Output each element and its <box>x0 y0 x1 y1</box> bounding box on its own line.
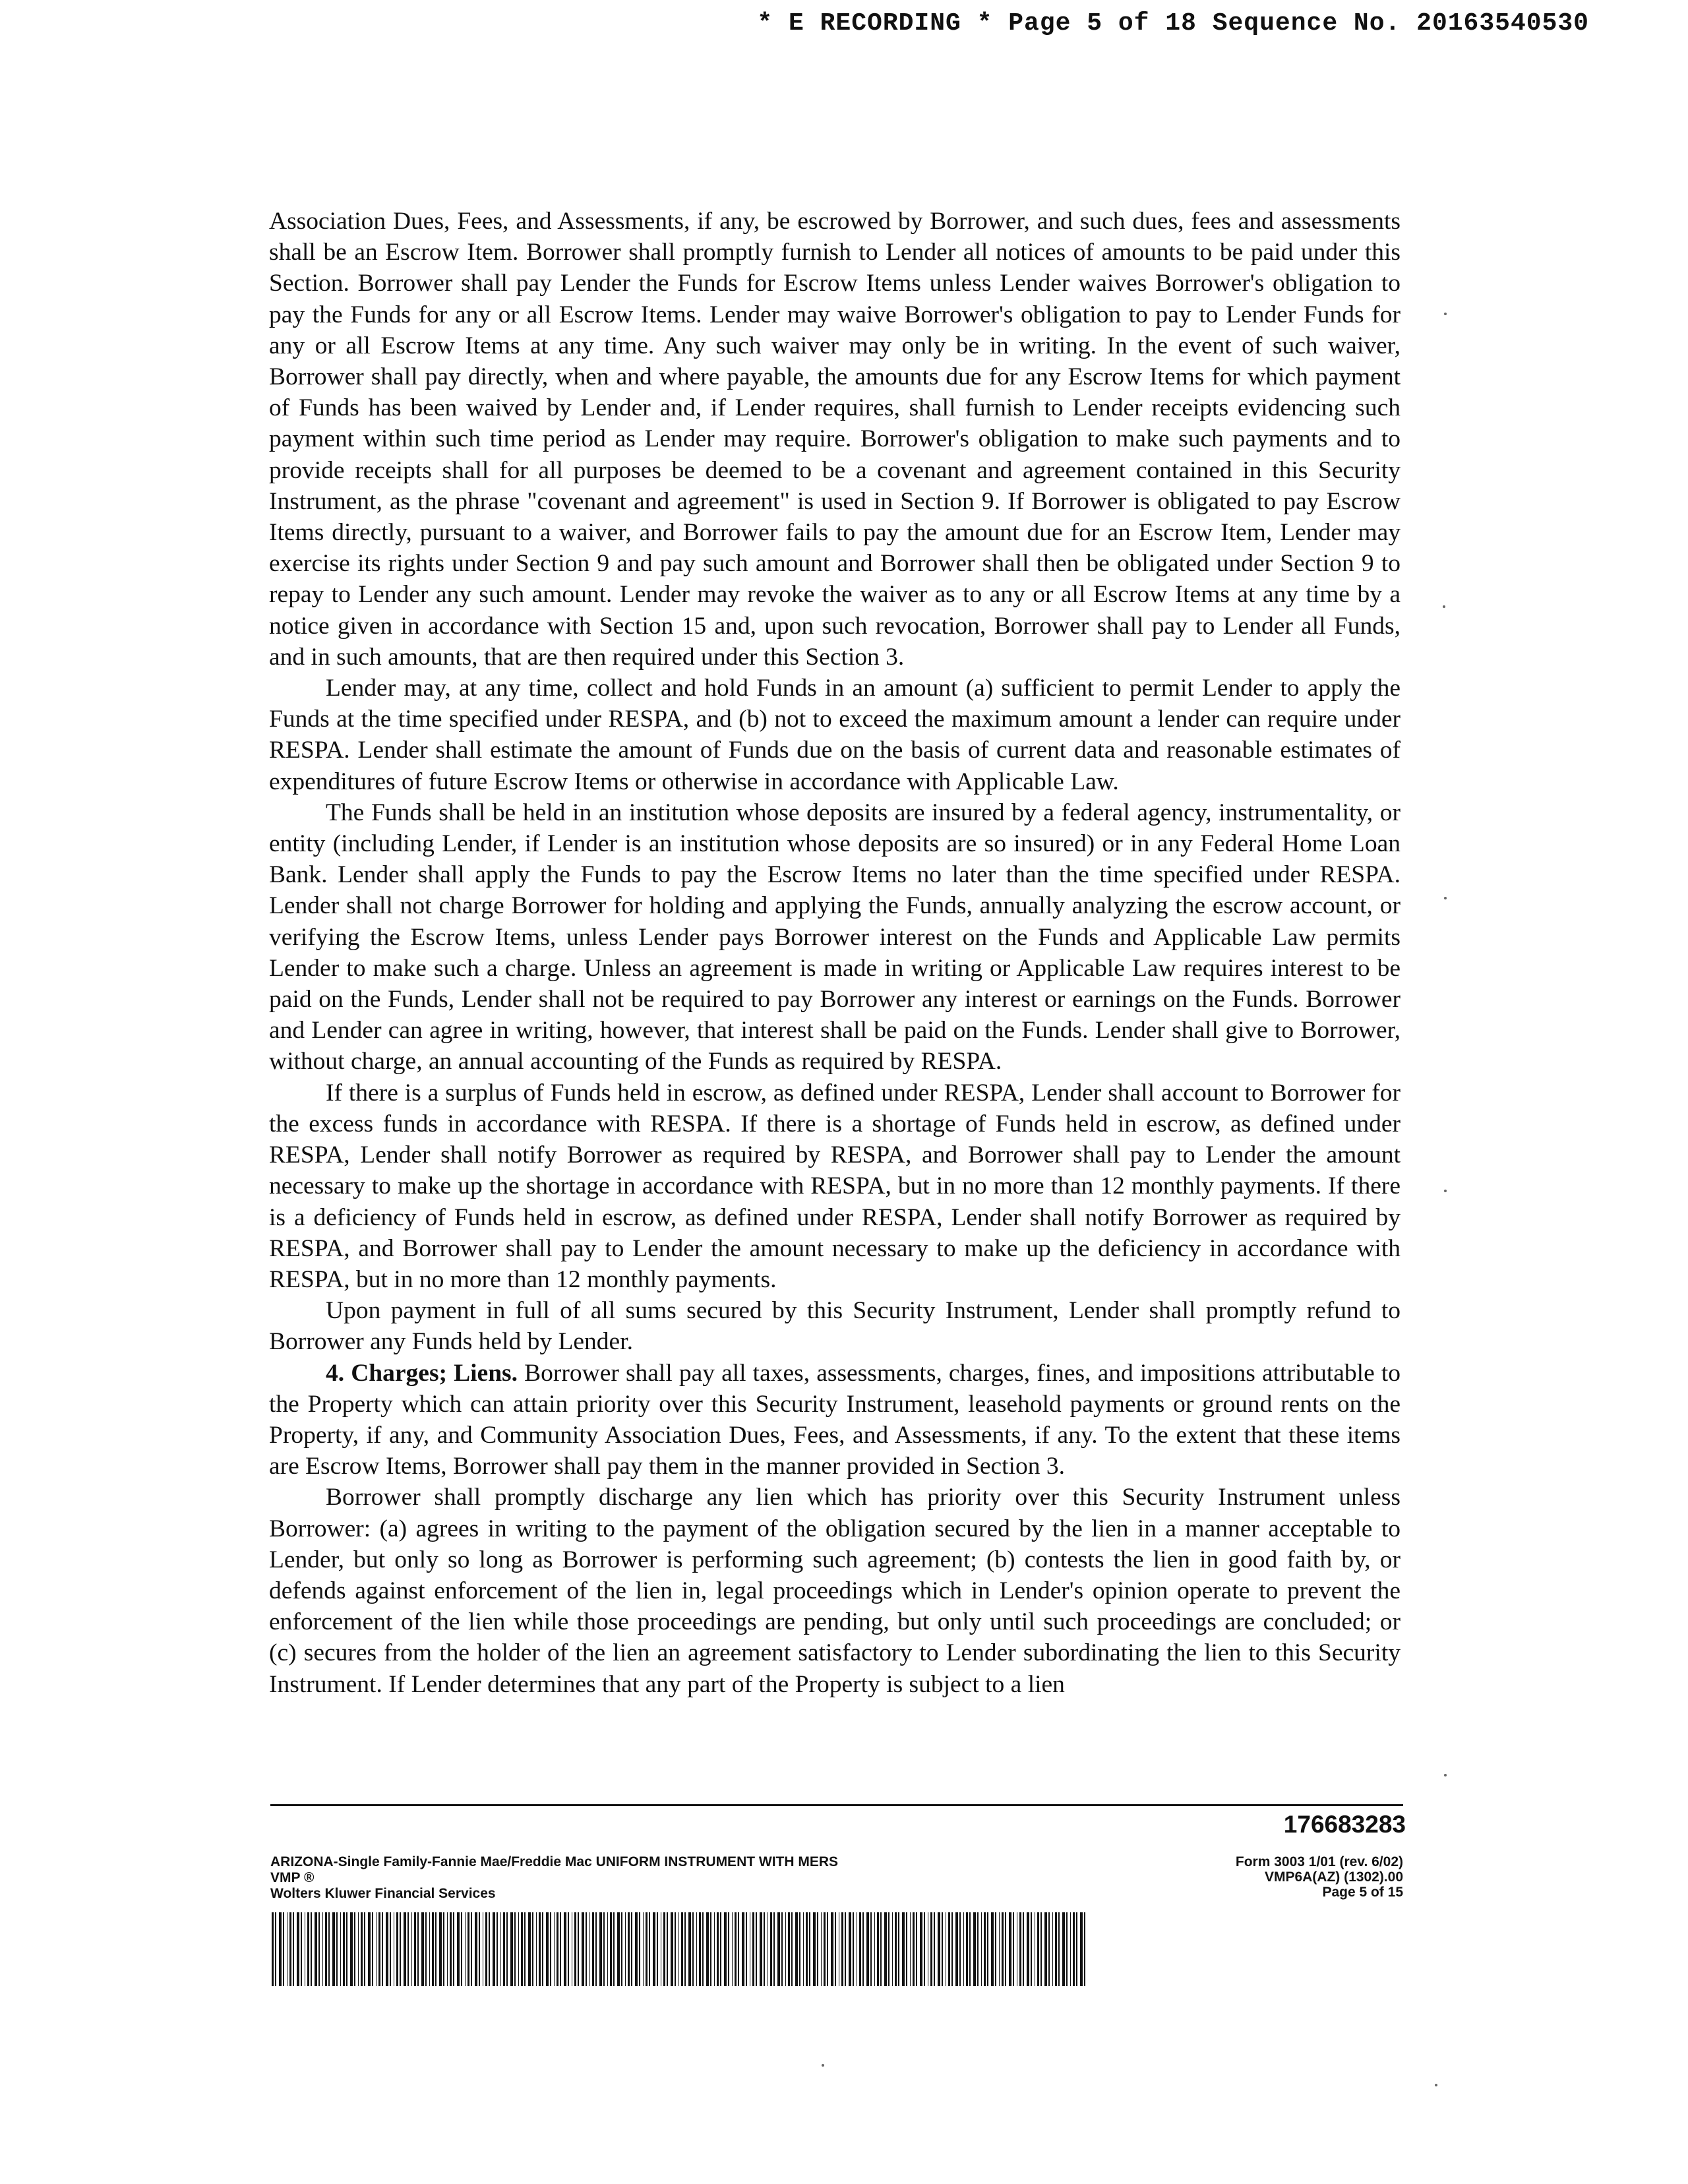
publisher: Wolters Kluwer Financial Services <box>270 1886 496 1901</box>
scan-speck <box>822 2064 824 2067</box>
footer-divider <box>270 1804 1403 1806</box>
paragraph-section-4 <box>269 1358 1401 1482</box>
paragraph-escrow-waiver: Association Dues, Fees, and Assessments, if any, be escrowed by Borrower, and such dues, fees and assessments shall be an Escrow Item. Borrower shall promptly furnish to Lender all notices of amounts to be paid under this Section. Borrower shall pay Lender the Funds for Escrow Items unless Lender waives Borrower's obligation to pay the Funds for any or all Escrow Items. Lender may waive Borrower's obligation to pay to Lender Funds for any or all Escrow Items at any time. Any such waiver may only be in writing. In the event of such waiver, Borrower shall pay directly, when and where payable, the amounts due for any Escrow Items for which payment of Funds has been waived by Lender and, if Lender requires, shall furnish to Lender receipts evidencing such payment within such time period as Lender may require. Borrower's obligation to make such payments and to provide receipts shall for all purposes be deemed to be a covenant and agreement contained in this Security Instrument, as the phrase "covenant and agreement" is used in Section 9. If Borrower is obligated to pay Escrow Items directly, pursuant to a waiver, and Borrower fails to pay the amount due for an Escrow Item, Lender may exercise its rights under Section 9 and pay such amount and Borrower shall then be obligated under Section 9 to repay to Lender any such amount. Lender may revoke the waiver as to any or all Escrow Items at any time by a notice given in accordance with Section 15 and, upon such revocation, Borrower shall pay to Lender all Funds, and in such amounts, that are then required under this Section 3. <box>269 208 1401 671</box>
scan-speck <box>1444 1774 1447 1776</box>
section-4-title: 4. Charges; Liens. <box>326 1359 518 1387</box>
scan-speck <box>1443 605 1445 608</box>
scan-speck <box>1444 897 1447 899</box>
paragraph-funds-collection: Lender may, at any time, collect and hold Funds in an amount (a) sufficient to permit Lender to apply the Funds at the time specified under RESPA, and (b) not to exceed the maximum amount a lender can require under RESPA. Lender shall estimate the amount of Funds due on the basis of current data and reasonable estimates of expenditures of future Escrow Items or otherwise in accordance with Applicable Law. <box>269 675 1401 795</box>
vmp-mark: VMP ® <box>270 1870 315 1885</box>
form-page-number: Page 5 of 15 <box>1322 1885 1403 1900</box>
scan-speck <box>1444 313 1447 315</box>
paragraph-lien-discharge: Borrower shall promptly discharge any lien which has priority over this Security Instrument unless Borrower: (a) agrees in writing to the payment of the obligation secured by the lien in a manner acceptable to Lender, but only so long as Borrower is performing such agreement; (b) contests the lien in good faith by, or defends against enforcement of the lien in, legal proceedings which in Lender's opinion operate to prevent the enforcement of the lien while those proceedings are pending, but only until such proceedings are concluded; or (c) secures from the holder of the lien an agreement satisfactory to Lender subordinating the lien to this Security Instrument. If Lender determines that any part of the Property is subject to a lien <box>269 1484 1401 1698</box>
paragraph-refund: Upon payment in full of all sums secured by this Security Instrument, Lender shall promptly refund to Borrower any Funds held by Lender. <box>269 1297 1401 1356</box>
form-number: Form 3003 1/01 (rev. 6/02) <box>1235 1854 1403 1869</box>
paragraph-funds-institution: The Funds shall be held in an institution whose deposits are insured by a federal agency, instrumentality, or entity (including Lender, if Lender is an institution whose deposits are so insured) or in any Federal Home Loan Bank. Lender shall apply the Funds to pay the Escrow Items no later than the time specified under RESPA. Lender shall not charge Borrower for holding and applying the Funds, annually analyzing the escrow account, or verifying the Escrow Items, unless Lender pays Borrower interest on the Funds and Applicable Law permits Lender to make such a charge. Unless an agreement is made in writing or Applicable Law requires interest to be paid on the Funds, Lender shall not be required to pay Borrower any interest or earnings on the Funds. Borrower and Lender can agree in writing, however, that interest shall be paid on the Funds. Lender shall give to Borrower, without charge, an annual accounting of the Funds as required by RESPA. <box>269 799 1401 1076</box>
vmp-code: VMP6A(AZ) (1302).00 <box>1264 1869 1403 1885</box>
barcode <box>272 1912 1087 1986</box>
loan-number: 176683283 <box>1283 1811 1406 1838</box>
document-body <box>269 206 1401 1700</box>
form-identifier <box>1236 1854 1403 1900</box>
paragraph-surplus-shortage: If there is a surplus of Funds held in escrow, as defined under RESPA, Lender shall account to Borrower for the excess funds in accordance with RESPA. If there is a shortage of Funds held in escrow, as defined under RESPA, Lender shall notify Borrower as required by RESPA, and Borrower shall pay to Lender the amount necessary to make up the shortage in accordance with RESPA, but in no more than 12 monthly payments. If there is a deficiency of Funds held in escrow, as defined under RESPA, Lender shall notify Borrower as required by RESPA, and Borrower shall pay to Lender the amount necessary to make up the deficiency in accordance with RESPA, but in no more than 12 monthly payments. <box>269 1079 1401 1293</box>
scan-speck <box>1444 1190 1447 1192</box>
form-title: ARIZONA-Single Family-Fannie Mae/Freddie Mac UNIFORM INSTRUMENT WITH MERS <box>270 1854 839 1869</box>
form-description <box>270 1854 838 1902</box>
section-4-text: Borrower shall pay all taxes, assessments, charges, fines, and impositions attributable to the Property which can attain priority over this Security Instrument, leasehold payments or ground rents on the Property, if any, and Community Association Dues, Fees, and Assessments, if any. To the extent that these items are Escrow Items, Borrower shall pay them in the manner provided in Section 3. <box>269 1359 1401 1480</box>
recording-stamp-header: * E RECORDING * Page 5 of 18 Sequence No. 20163540530 <box>757 9 1589 38</box>
scan-speck <box>1435 2084 1437 2086</box>
